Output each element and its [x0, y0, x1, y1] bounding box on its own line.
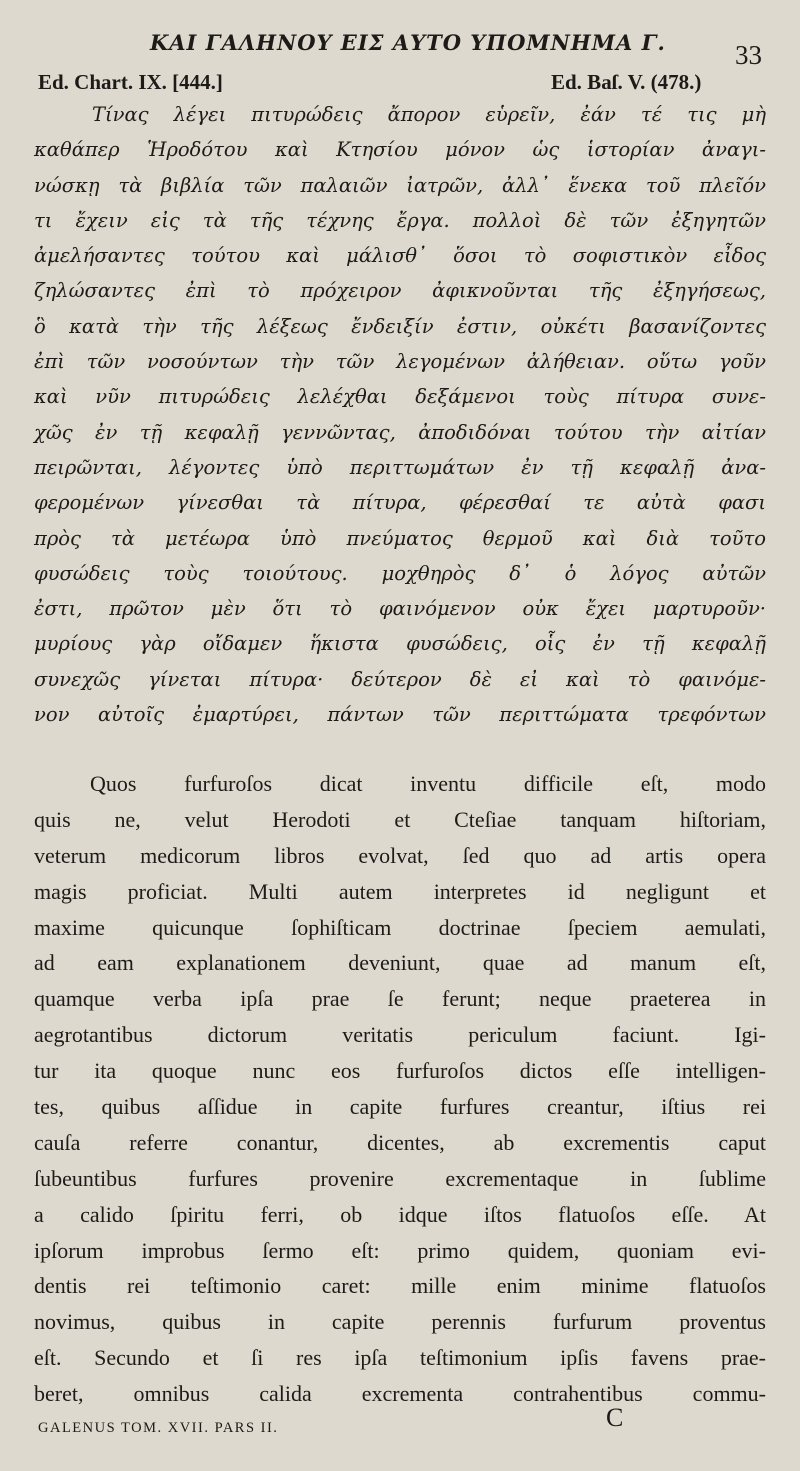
- greek-text-line: χῶς ἐν τῇ κεφαλῇ γεννῶντας, ἀποδιδόναι τούτου τὴν αἰτίαν: [34, 420, 766, 444]
- latin-text-line: ad eam explanationem deveniunt, quae ad manum eſt,: [34, 950, 766, 976]
- greek-text-line: συνεχῶς γίνεται πίτυρα· δεύτερον δὲ εἰ καὶ τὸ φαινόμε-: [34, 667, 766, 691]
- latin-text-line: ſubeuntibus furfures provenire excrementaque in ſublime: [34, 1165, 766, 1191]
- greek-text-line: καὶ νῦν πιτυρώδεις λελέχθαι δεξάμενοι τοὺς πίτυρα συνε-: [34, 385, 766, 409]
- latin-text-line: tur ita quoque nunc eos furfuroſos dictos eſſe intelligen-: [34, 1058, 766, 1084]
- signature-mark: C: [606, 1403, 624, 1432]
- page-number: 33: [735, 40, 762, 70]
- greek-text-line: τι ἔχειν εἰς τὰ τῆς τέχνης ἔργα. πολλοὶ δὲ τῶν ἐξηγητῶν: [34, 208, 766, 232]
- latin-text-line: veterum medicorum libros evolvat, ſed quo ad artis opera: [34, 842, 766, 868]
- greek-text-line: ζηλώσαντες ἐπὶ τὸ πρόχειρον ἀφικνοῦνται τῆς ἐξηγήσεως,: [34, 279, 766, 303]
- greek-text-line: ὃ κατὰ τὴν τῆς λέξεως ἔνδειξίν ἐστιν, οὐκέτι βασανίζοντες: [34, 314, 766, 338]
- latin-text-line: a calido ſpiritu ferri, ob idque iſtos flatuoſos eſſe. At: [34, 1201, 766, 1227]
- greek-text-line: μυρίους γὰρ οἴδαμεν ἥκιστα φυσώδεις, οἷς ἐν τῇ κεφαλῇ: [34, 632, 766, 656]
- latin-text-line: magis proficiat. Multi autem interpretes id negligunt et: [34, 878, 766, 904]
- latin-text-line: tes, quibus aſſidue in capite furfures creantur, iſtius rei: [34, 1094, 766, 1120]
- latin-text-line: eſt. Secundo et ſi res ipſa teſtimonium ipſis favens prae-: [34, 1345, 766, 1371]
- greek-text-line: νώσκῃ τὰ βιβλία τῶν παλαιῶν ἰατρῶν, ἀλλ᾽ ἕνεκα τοῦ πλεῖόν: [34, 173, 766, 197]
- latin-text-line: quamque verba ipſa prae ſe ferunt; neque praeterea in: [34, 986, 766, 1012]
- latin-text-line: maxime quicunque ſophiſticam doctrinae ſpeciem aemulati,: [34, 914, 766, 940]
- latin-text-line: cauſa referre conantur, dicentes, ab excrementis caput: [34, 1129, 766, 1155]
- greek-text-line: πειρῶνται, λέγοντες ὑπὸ περιττωμάτων ἐν τῇ κεφαλῇ ἀνα-: [34, 455, 766, 479]
- greek-text-line: φερομένων γίνεσθαι τὰ πίτυρα, φέρεσθαί τε αὐτὰ φασι: [34, 491, 766, 515]
- footer-volume-line: GALENUS TOM. XVII. PARS II.: [38, 1420, 279, 1436]
- latin-text-line: aegrotantibus dictorum veritatis periculum faciunt. Igi-: [34, 1022, 766, 1048]
- greek-text-line: φυσώδεις τοὺς τοιούτους. μοχθηρὸς δ᾽ ὁ λόγος αὐτῶν: [34, 561, 766, 585]
- greek-text-line: πρὸς τὰ μετέωρα ὑπὸ πνεύματος θερμοῦ καὶ διὰ τοῦτο: [34, 526, 766, 550]
- greek-text-line: ἐστι, πρῶτον μὲν ὅτι τὸ φαινόμενον οὐκ ἔχει μαρτυροῦν·: [34, 597, 766, 621]
- running-title: ΚΑΙ ΓΑΛΗΝΟΥ ΕΙΣ ΑΥΤΟ ΥΠΟΜΝΗΜΑ Γ.: [150, 30, 666, 55]
- latin-text-block: [34, 766, 766, 1412]
- latin-text-line: dentis rei teſtimonio caret: mille enim minime flatuoſos: [34, 1273, 766, 1299]
- latin-text-line: ipſorum improbus ſermo eſt: primo quidem, quoniam evi-: [34, 1237, 766, 1263]
- greek-text-line: νον αὐτοῖς ἐμαρτύρει, πάντων τῶν περιττώματα τρεφόντων: [34, 703, 766, 727]
- latin-text-line: Quos furfuroſos dicat inventu difficile eſt, modo: [90, 771, 766, 796]
- latin-text-line: quis ne, velut Herodoti et Cteſiae tanquam hiſtoriam,: [34, 806, 766, 832]
- greek-text-line: Τίνας λέγει πιτυρώδεις ἄπορον εὑρεῖν, ἐάν τέ τις μὴ: [92, 103, 766, 126]
- edition-reference-right: Ed. Baſ. V. (478.): [551, 70, 702, 94]
- greek-text-block: [34, 97, 766, 732]
- latin-text-line: beret, omnibus calida excrementa contrahentibus commu-: [34, 1381, 766, 1407]
- edition-reference-left: Ed. Chart. IX. [444.]: [38, 70, 223, 94]
- greek-text-line: καθάπερ Ἡροδότου καὶ Κτησίου μόνον ὡς ἱστορίαν ἀναγι-: [34, 138, 766, 162]
- greek-text-line: ἐπὶ τῶν νοσούντων τὴν τῶν λεγομένων ἀλήθειαν. οὕτω γοῦν: [34, 350, 766, 374]
- greek-text-line: ἀμελήσαντες τούτου καὶ μάλισθ᾽ ὅσοι τὸ σοφιστικὸν εἶδος: [34, 244, 766, 268]
- latin-text-line: novimus, quibus in capite perennis furfurum proventus: [34, 1309, 766, 1335]
